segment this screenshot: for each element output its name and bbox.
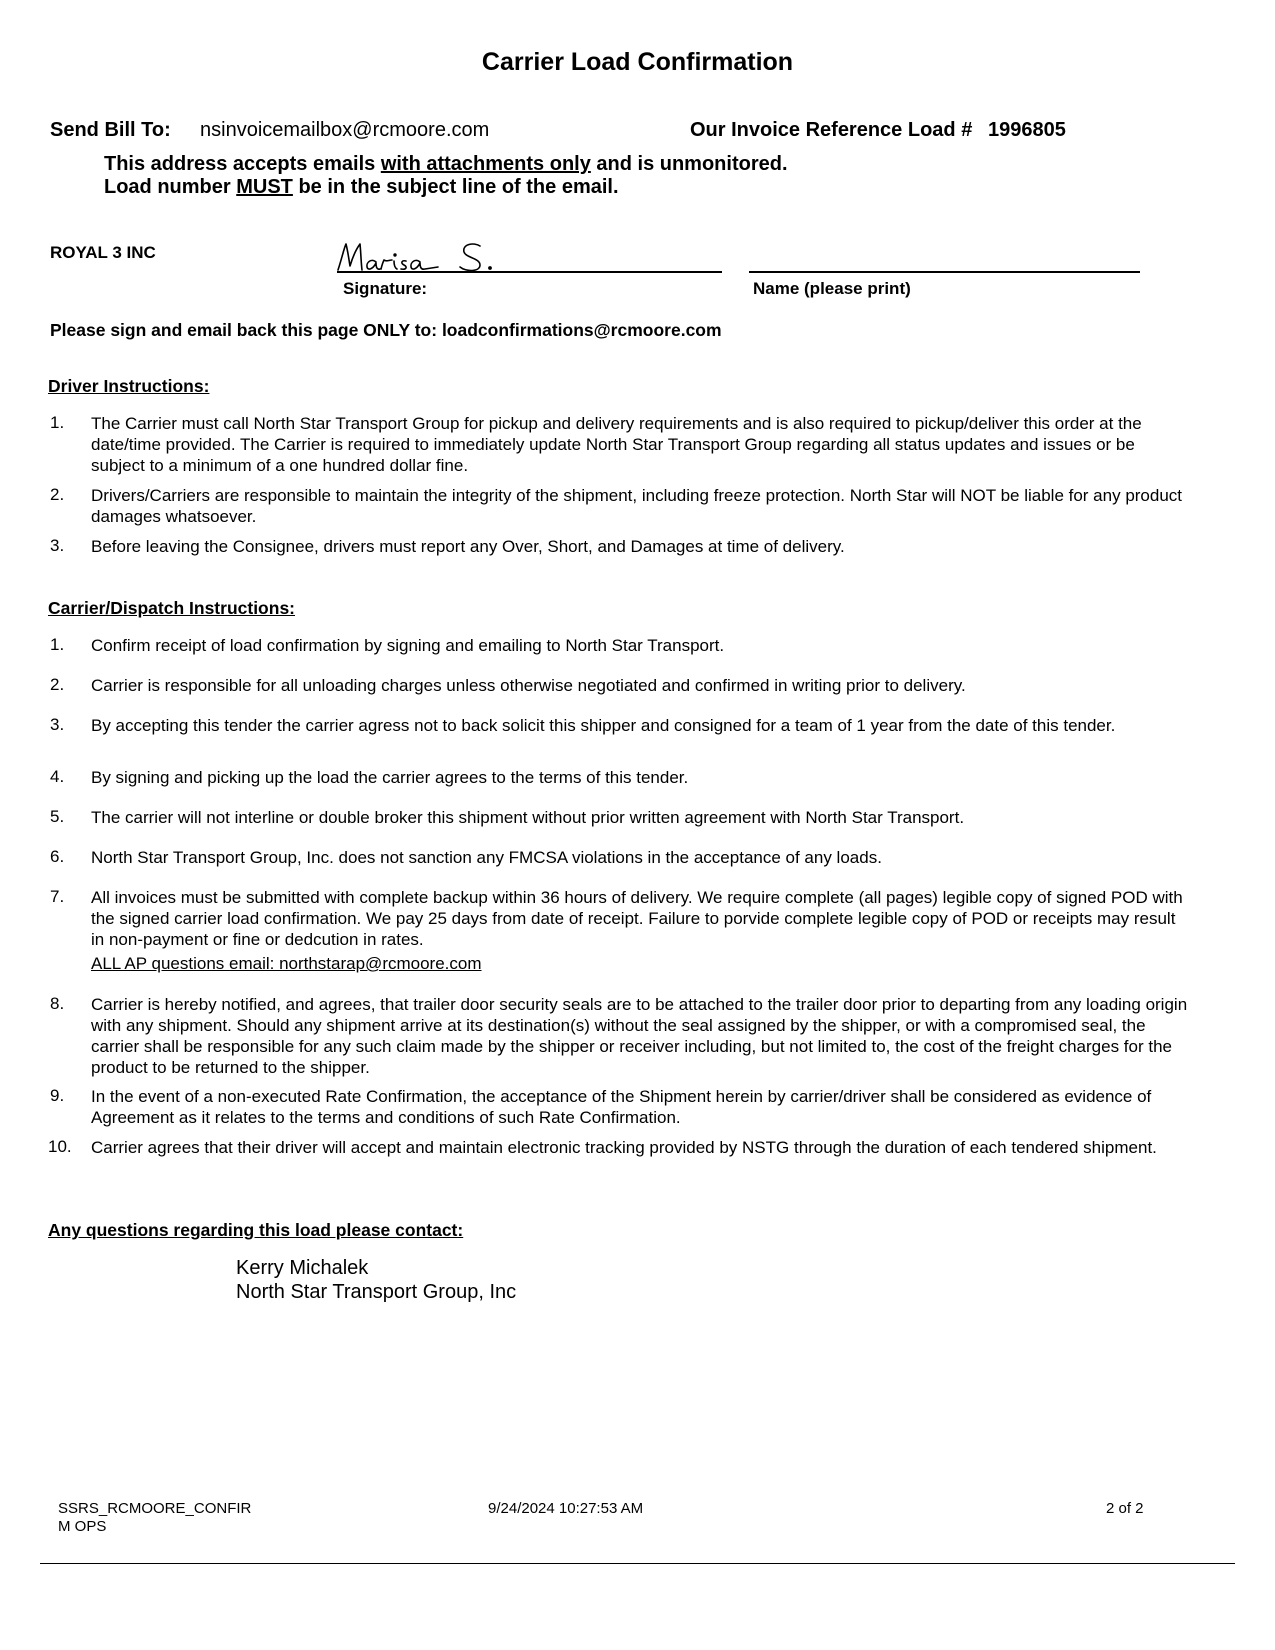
notice-emphasis: with attachments only xyxy=(380,153,591,175)
notice-emphasis: MUST xyxy=(236,176,293,198)
footer-report-name-line2: M OPS xyxy=(58,1518,107,1535)
list-item-number: 10. xyxy=(48,1137,72,1156)
page-title: Carrier Load Confirmation xyxy=(481,48,794,76)
list-item: Drivers/Carriers are responsible to maintain the integrity of the shipment, including freeze protection. North Star will NOT be liable for any product damages whatsoever. xyxy=(91,486,1183,526)
driver-instructions-heading: Driver Instructions: xyxy=(48,376,210,396)
list-item-number: 6. xyxy=(50,847,65,866)
invoice-ref-number: 1996805 xyxy=(988,119,1066,141)
email-notice-line1 xyxy=(104,152,788,176)
list-item-number: 1. xyxy=(50,413,65,432)
notice-text: be in the subject line of the email. xyxy=(292,176,619,198)
list-item: Carrier is hereby notified, and agrees, that trailer door security seals are to be attached to the trailer door prior to departing from any loading origin with any shipment. Should any shipment arrive at its destination(s) without the seal assigned by the shipper, or with a compromised seal, the carrier shall be responsible for any such claim made by the shipper or receiver including, but not limited to, the cost of the freight charges for the product to be returned to the shipper. xyxy=(91,995,1188,1077)
print-name-label: Name (please print) xyxy=(753,279,911,298)
list-item: All invoices must be submitted with complete backup within 36 hours of delivery. We require complete (all pages) legible copy of signed POD with the signed carrier load confirmation. We pay 25 days from date of receipt. Failure to porvide complete legible copy of POD or receipts may result in non-payment or fine or dedcution in rates. xyxy=(91,888,1183,949)
list-item-number: 2. xyxy=(50,675,65,694)
carrier-instructions-heading: Carrier/Dispatch Instructions: xyxy=(48,598,295,618)
carrier-name: ROYAL 3 INC xyxy=(50,243,156,262)
list-item-number: 8. xyxy=(50,994,65,1013)
notice-text: This address accepts emails xyxy=(104,153,381,175)
list-item: By accepting this tender the carrier agress not to back solicit this shipper and consigned for a team of 1 year from the date of this tender. xyxy=(91,716,1116,735)
list-item-number: 3. xyxy=(50,715,65,734)
list-item-number: 1. xyxy=(50,635,65,654)
list-item: The Carrier must call North Star Transport Group for pickup and delivery requirements and is also required to pickup/deliver this order at the date/time provided. The Carrier is required to immediately update North Star Transport Group regarding all status updates and issues or be subject to a minimum of a one hundred dollar fine. xyxy=(91,414,1142,475)
contact-heading: Any questions regarding this load please contact: xyxy=(48,1220,464,1240)
email-notice-line2 xyxy=(104,175,619,199)
contact-name: Kerry Michalek xyxy=(236,1257,369,1279)
contact-company: North Star Transport Group, Inc xyxy=(236,1281,517,1303)
send-bill-email: nsinvoicemailbox@rcmoore.com xyxy=(200,119,490,141)
list-item: By signing and picking up the load the carrier agrees to the terms of this tender. xyxy=(91,768,689,787)
list-item: Carrier is responsible for all unloading charges unless otherwise negotiated and confirmed in writing prior to delivery. xyxy=(91,676,966,695)
list-item: The carrier will not interline or double broker this shipment without prior written agreement with North Star Transport. xyxy=(91,808,965,827)
footer-timestamp: 9/24/2024 10:27:53 AM xyxy=(488,1500,644,1517)
signature-line xyxy=(337,271,722,273)
list-item: Carrier agrees that their driver will accept and maintain electronic tracking provided by NSTG through the duration of each tendered shipment. xyxy=(91,1138,1157,1157)
invoice-ref-label: Our Invoice Reference Load # xyxy=(690,119,973,141)
list-item: North Star Transport Group, Inc. does not sanction any FMCSA violations in the acceptance of any loads. xyxy=(91,848,882,867)
return-instruction: Please sign and email back this page ONLY to: loadconfirmations@rcmoore.com xyxy=(50,320,722,340)
list-item: Before leaving the Consignee, drivers must report any Over, Short, and Damages at time of delivery. xyxy=(91,537,845,556)
print-name-line xyxy=(749,271,1140,273)
notice-text: and is unmonitored. xyxy=(590,153,788,175)
list-item: In the event of a non-executed Rate Confirmation, the acceptance of the Shipment herein by carrier/driver shall be considered as evidence of Agreement as it relates to the terms and conditions of such Rate Confirmation. xyxy=(91,1087,1152,1127)
footer-report-name-line1: SSRS_RCMOORE_CONFIR xyxy=(58,1500,252,1517)
footer-page-number: 2 of 2 xyxy=(1106,1500,1144,1517)
ap-questions-email[interactable]: ALL AP questions email: northstarap@rcmoore.com xyxy=(91,954,482,973)
list-item-number: 9. xyxy=(50,1086,65,1105)
list-item-number: 3. xyxy=(50,536,65,555)
notice-text: Load number xyxy=(104,176,237,198)
footer-divider xyxy=(40,1563,1235,1564)
list-item-number: 4. xyxy=(50,767,65,786)
list-item-number: 5. xyxy=(50,807,65,826)
list-item-number: 2. xyxy=(50,485,65,504)
list-item-number: 7. xyxy=(50,887,65,906)
list-item: Confirm receipt of load confirmation by signing and emailing to North Star Transport. xyxy=(91,636,725,655)
send-bill-label: Send Bill To: xyxy=(50,119,171,141)
signature-label: Signature: xyxy=(343,279,428,298)
